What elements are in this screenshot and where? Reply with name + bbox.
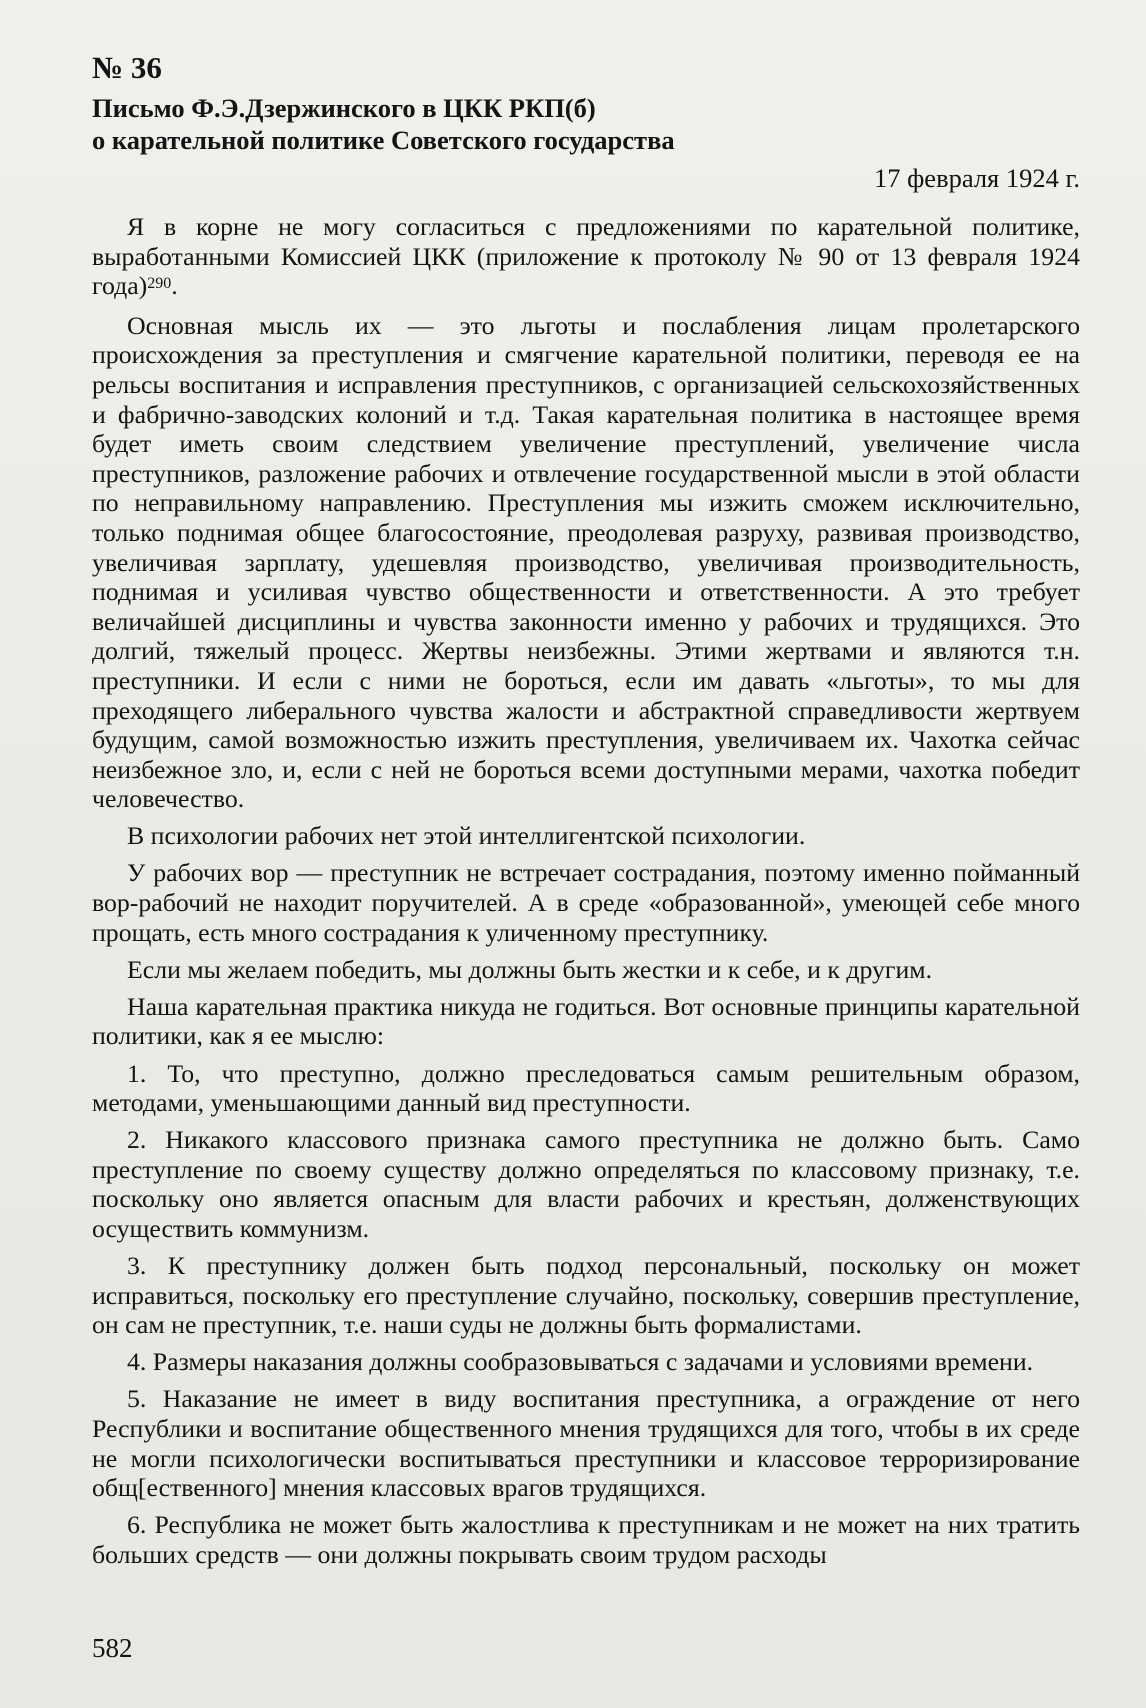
paragraph: Наша карательная практика никуда не годиться. Вот основные принципы карательной политики, как я ее мыслю: [92,991,1080,1051]
paragraph: Я в корне не могу согласиться с предложениями по карательной политике, выработанными Комиссией ЦКК (приложение к протоколу № 90 от 13 февраля 1924 года)$^{290}$. [92,212,1080,301]
document-date: 17 февраля 1924 г. [874,163,1080,193]
document-title-line: о карательной политике Советского государства [92,125,675,155]
paragraph: Если мы желаем победить, мы должны быть жестки и к себе, и к другим. [127,954,933,984]
paragraph: 3. К преступнику должен быть подход персональный, поскольку он может исправиться, поскольку его преступление случайно, поскольку, совершив преступление, он сам не преступник, т.е. наши суды не должны быть формалистами. [92,1251,1080,1340]
paragraph: 4. Размеры наказания должны сообразовываться с задачами и условиями времени. [127,1347,1034,1377]
paragraph: Основная мысль их — это льготы и послабления лицам пролетарского происхождения за преступления и смягчение карательной политики, переводя ее на рельсы воспитания и исправления преступников, с организацией сельскохозяйственных и фабрично-заводских колоний и т.д. Такая карательная политика в настоящее время будет иметь своим следствием увеличение преступлений, увеличение числа преступников, разложение рабочих и отвлечение государственной мысли в этой области по неправильному направлению. Преступления мы изжить сможем исключительно, только поднимая общее благосостояние, преодолевая разруху, развивая производство, увеличивая зарплату, удешевляя производство, увеличивая производительность, поднимая и усиливая чувство общественности и ответственности. А это требует величайшей дисциплины и чувства законности именно у рабочих и трудящихся. Это долгий, тяжелый процесс. Жертвы неизбежны. Этими жертвами и являются т.н. преступники. И если с ними не бороться, если им давать «льготы», то мы для преходящего либерального чувства жалости и абстрактной справедливости жертвуем будущим, самой возможностью изжить преступления, увеличиваем их. Чахотка сейчас неизбежное зло, и, если с ней не бороться всеми доступными мерами, чахотка победит человечество. [92,310,1080,814]
paragraph: 1. То, что преступно, должно преследоваться самым решительным образом, методами, уменьшающими данный вид преступности. [92,1058,1080,1118]
document-title [92,92,992,156]
paragraph: 5. Наказание не имеет в виду воспитания преступника, а ограждение от него Республики и воспитание общественного мнения трудящихся для того, чтобы в их среде не могли психологически воспитываться преступники и классовое терроризирование общ[ественного] мнения классовых врагов трудящихся. [92,1384,1080,1503]
document-title-line: Письмо Ф.Э.Дзержинского в ЦКК РКП(б) [92,93,596,123]
page-number: 582 [92,1633,133,1663]
letter-body [92,212,1080,1577]
document-number: № 36 [92,50,162,85]
paragraph: 2. Никакого классового признака самого преступника не должно быть. Само преступление по своему существу должно определяться по классовому признаку, т.е. поскольку оно является опасным для власти рабочих и крестьян, долженствующих осуществить коммунизм. [92,1125,1080,1243]
paragraph-text: Я в корне не могу согласиться с предложениями по карательной политике, выработанными Комиссией ЦКК (приложение к протоколу № 90 от 13 февраля 1924 года) [92,212,1080,301]
paragraph: 6. Республика не может быть жалостлива к преступникам и не может на них тратить больших средств — они должны покрывать своим трудом расходы [92,1510,1080,1569]
paragraph: В психологии рабочих нет этой интеллигентской психологии. [127,821,806,851]
footnote-reference: 290 [147,275,172,293]
paragraph: У рабочих вор — преступник не встречает сострадания, поэтому именно пойманный вор-рабочий не находит поручителей. А в среде «образованной», умеющей себе много прощать, есть много сострадания к уличенному преступнику. [92,858,1080,947]
